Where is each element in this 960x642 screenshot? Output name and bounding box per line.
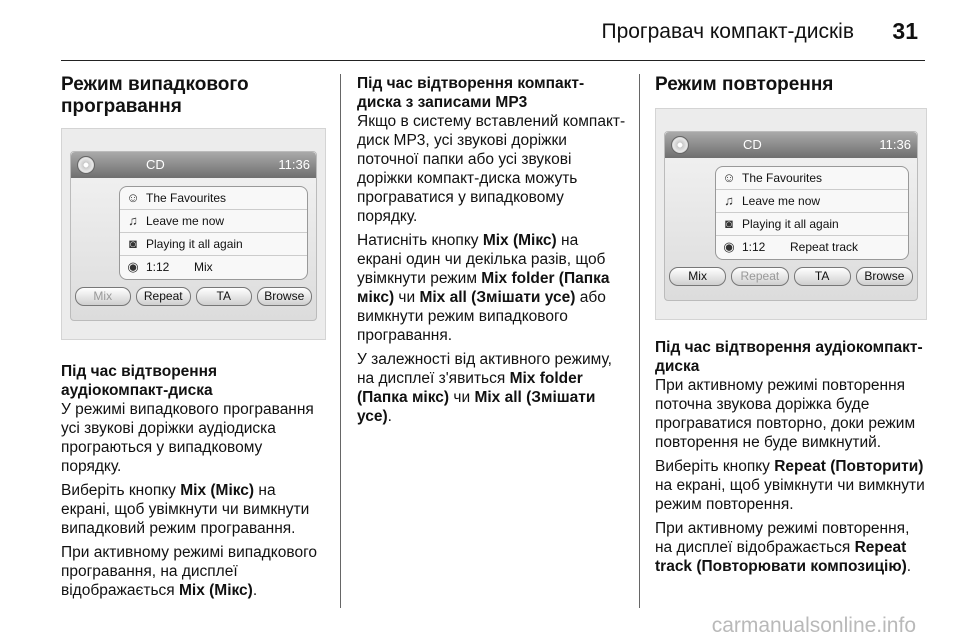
speaker-icon: ◉	[723, 239, 735, 254]
disc-icon: ◙	[129, 236, 137, 251]
paragraph: Натисніть кнопку Mix (Мікс) на екрані один чи декілька разів, щоб увімкнути режим Mix folder (Папка мікс) чи Mix all (Змішати усе) або вимкнути режим випадкового програвання.	[357, 232, 610, 344]
disc-icon: ◙	[725, 216, 733, 231]
mode-indicator: Mix	[194, 260, 213, 274]
list-item: ☺ The Favourites	[716, 167, 908, 190]
paragraph: Виберіть кнопку Mix (Мікс) на екрані, щоб увімкнути чи вимкнути випадковий режим програвання.	[61, 482, 310, 537]
list-item: ◙ Playing it all again	[120, 233, 307, 256]
column-repeat-mode	[655, 74, 927, 96]
screen-clock: 11:36	[278, 157, 310, 172]
paragraph: При активному режимі повторення, на дисплеї відображається Repeat track (Повторювати композицію).	[655, 520, 912, 575]
list-item: ◉ 1:12 Mix	[120, 256, 307, 279]
subsection-title: Під час відтворення компакт-диска з записами MP3	[357, 75, 585, 111]
person-icon: ☺	[722, 170, 736, 185]
column-repeat-mode-text	[655, 338, 927, 576]
browse-button[interactable]: Browse	[257, 287, 313, 306]
subsection-title: Під час відтворення аудіокомпакт-диска	[61, 363, 218, 399]
page-number: 31	[892, 18, 918, 44]
ta-button[interactable]: TA	[196, 287, 252, 306]
paragraph: Виберіть кнопку Repeat (Повторити) на екрані, щоб увімкнути чи вимкнути режим повторення.	[655, 458, 925, 513]
track-info-list	[715, 166, 909, 260]
list-item: ◙ Playing it all again	[716, 213, 908, 236]
cd-disc-icon	[77, 156, 95, 174]
cd-screen-illustration-repeat	[655, 108, 927, 320]
list-item: ♫ Leave me now	[716, 190, 908, 213]
speaker-icon: ◉	[127, 259, 139, 274]
repeat-button[interactable]: Repeat	[136, 287, 192, 306]
paragraph: Якщо в систему вставлений компакт-диск MP3, усі звукові доріжки поточної папки або усі звукові доріжки компакт-диска можуть програватися у випадковому порядку.	[357, 113, 626, 225]
column-random-mode	[61, 74, 326, 118]
column-divider	[340, 74, 341, 608]
cd-disc-icon	[671, 136, 689, 154]
cd-screen-illustration-mix	[61, 128, 326, 340]
watermark: carmanualsonline.info	[711, 614, 916, 637]
list-item: ◉ 1:12 Repeat track	[716, 236, 908, 259]
page-header-title: Програвач компакт-дисків	[601, 20, 854, 43]
music-note-icon: ♫	[724, 193, 734, 208]
paragraph: При активному режимі випадкового програвання, на дисплеї відображається Mix (Мікс).	[61, 544, 317, 599]
subsection-title: Під час відтворення аудіокомпакт-диска	[655, 339, 923, 375]
screen-source-label: CD	[743, 137, 762, 152]
paragraph: При активному режимі повторення поточна звукова доріжка буде програватися повторно, доки режим повторення не буде вимкнутий.	[655, 377, 916, 451]
paragraph: У режимі випадкового програвання усі звукові доріжки аудіодиска програються у випадковому порядку.	[61, 401, 314, 475]
column-mp3-mode	[357, 74, 627, 426]
list-item: ♫ Leave me now	[120, 210, 307, 233]
track-info-list	[119, 186, 308, 280]
ta-button[interactable]: TA	[794, 267, 851, 286]
mix-button[interactable]: Mix	[75, 287, 131, 306]
section-title: Режим випадкового програвання	[61, 74, 249, 117]
person-icon: ☺	[126, 190, 140, 205]
browse-button[interactable]: Browse	[856, 267, 913, 286]
list-item: ☺ The Favourites	[120, 187, 307, 210]
music-note-icon: ♫	[128, 213, 138, 228]
screen-source-label: CD	[146, 157, 165, 172]
column-divider	[639, 74, 640, 608]
mix-button[interactable]: Mix	[669, 267, 726, 286]
mode-indicator: Repeat track	[790, 240, 859, 254]
section-title: Режим повторення	[655, 74, 834, 95]
paragraph: У залежності від активного режиму, на дисплеї з'явиться Mix folder (Папка мікс) чи Mix all (Змішати усе).	[357, 351, 612, 425]
screen-title-bar	[71, 152, 316, 178]
screen-button-row	[669, 267, 913, 286]
header-divider	[61, 60, 925, 61]
repeat-button[interactable]: Repeat	[731, 267, 788, 286]
screen-title-bar	[665, 132, 917, 158]
screen-clock: 11:36	[879, 137, 911, 152]
column-random-mode-text	[61, 362, 326, 600]
screen-button-row	[75, 287, 312, 306]
